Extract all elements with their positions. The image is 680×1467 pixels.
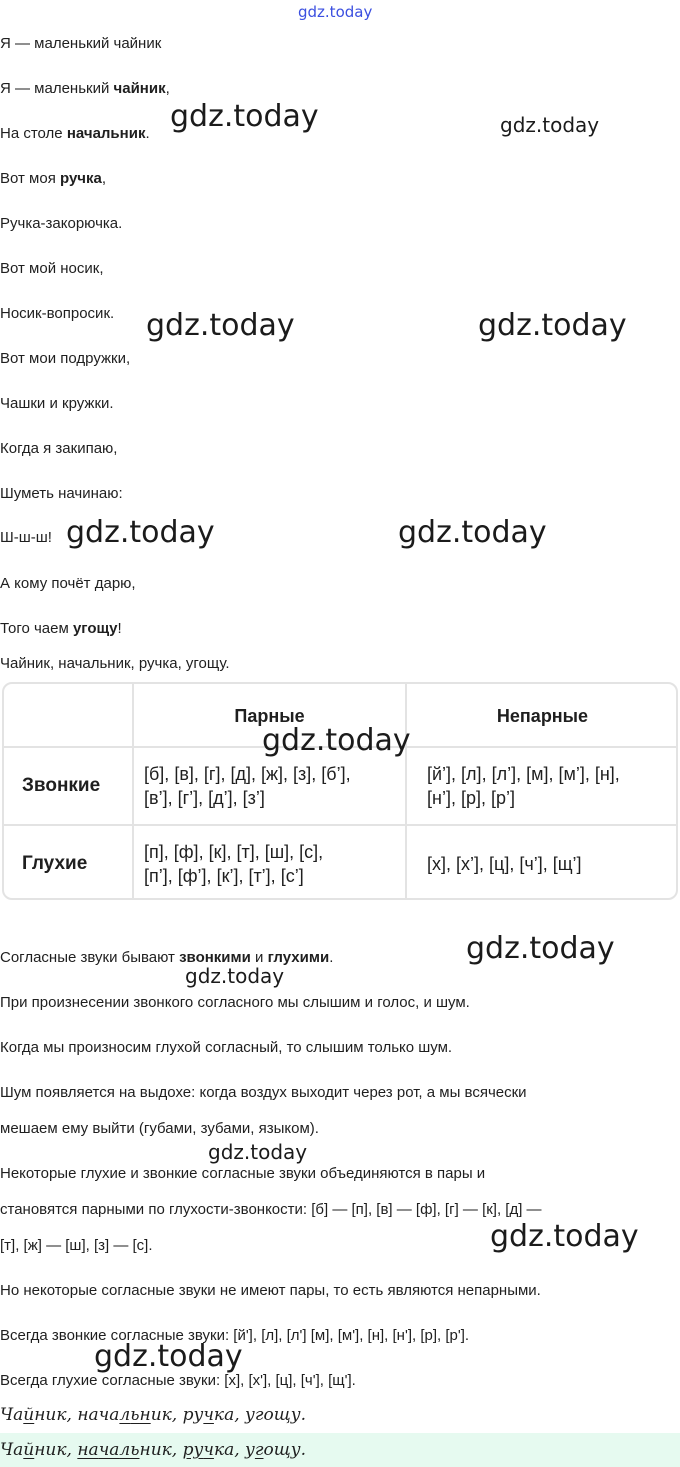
poem-line: Я — маленький чайник, [0, 80, 170, 97]
theory-p5-line2: становятся парными по глухости-звонкости: [б] — [п], [в] — [ф], [г] — [к], [д] — [0, 1201, 542, 1218]
poem-line: Вот мой носик, [0, 260, 104, 277]
watermark: gdz.today [94, 1339, 243, 1374]
poem-line: Того чаем угощу! [0, 620, 122, 637]
watermark: gdz.today [170, 99, 319, 134]
theory-p4-line2: мешаем ему выйти (губами, зубами, языком). [0, 1120, 319, 1137]
theory-p5-line1: Некоторые глухие и звонкие согласные звуки объединяются в пары и [0, 1165, 486, 1182]
poem-line: Вот моя ручка, [0, 170, 107, 187]
poem-line: А кому почёт дарю, [0, 575, 136, 592]
handwritten-answer-2: Чайник, начальник, ручка, угощу. [0, 1440, 307, 1460]
watermark: gdz.today [262, 723, 411, 758]
watermark: gdz.today [208, 1140, 308, 1164]
cell-voiceless-unpaired: [х], [х’], [ц], [ч’], [щ’] [427, 854, 582, 874]
poem-line: Ш-ш-ш! [0, 529, 52, 546]
theory-p4-line1: Шум появляется на выдохе: когда воздух выходит через рот, а мы всячески [0, 1084, 527, 1101]
theory-p6: Но некоторые согласные звуки не имеют пары, то есть являются непарными. [0, 1282, 541, 1299]
cell-voiced-unpaired: [й’], [л], [л’], [м], [м’], [н], [н’], [р], [р’] [427, 764, 620, 808]
row-label-voiced: Звонкие [22, 775, 101, 796]
poem-line: На столе начальник. [0, 125, 150, 142]
theory-p3: Когда мы произносим глухой согласный, то слышим только шум. [0, 1039, 453, 1056]
poem-line: Носик-вопросик. [0, 305, 115, 322]
row-label-voiceless: Глухие [22, 853, 88, 874]
poem-line: Шуметь начинаю: [0, 485, 123, 502]
watermark-top: gdz.today [298, 3, 373, 21]
handwritten-answer-1: Чайник, начальник, ручка, угощу. [0, 1405, 306, 1425]
watermark: gdz.today [398, 515, 547, 550]
poem-line: Вот мои подружки, [0, 350, 131, 367]
watermark: gdz.today [66, 515, 215, 550]
poem-line: Ручка-закорючка. [0, 215, 123, 232]
header-unpaired: Непарные [496, 706, 589, 726]
watermark: gdz.today [146, 308, 295, 343]
theory-p1: Согласные звуки бывают звонкими и глухими. [0, 949, 334, 966]
cell-voiced-paired: [б], [в], [г], [д], [ж], [з], [б’], [в’], [г’], [д’], [з’] [144, 764, 351, 808]
consonants-table [2, 682, 678, 900]
poem-title: Я — маленький чайник [0, 35, 162, 52]
theory-p5-line3: [т], [ж] — [ш], [з] — [с]. [0, 1237, 153, 1254]
watermark: gdz.today [478, 308, 627, 343]
cell-voiceless-paired: [п], [ф], [к], [т], [ш], [с], [п’], [ф’], [к’], [т’], [с’] [144, 842, 324, 886]
poem-line: Чашки и кружки. [0, 395, 114, 412]
header-paired: Парные [234, 706, 305, 726]
theory-p8: Всегда глухие согласные звуки: [х], [х'], [ц], [ч'], [щ']. [0, 1372, 356, 1389]
watermark: gdz.today [466, 931, 615, 966]
theory-p7: Всегда звонкие согласные звуки: [й'], [л], [л'] [м], [м'], [н], [н'], [р], [р']. [0, 1327, 470, 1344]
theory-p2: При произнесении звонкого согласного мы слышим и голос, и шум. [0, 994, 470, 1011]
poem-line: Когда я закипаю, [0, 440, 118, 457]
watermark: gdz.today [490, 1219, 639, 1254]
watermark: gdz.today [500, 113, 600, 137]
poem-answer: Чайник, начальник, ручка, угощу. [0, 655, 230, 672]
watermark: gdz.today [185, 964, 285, 988]
